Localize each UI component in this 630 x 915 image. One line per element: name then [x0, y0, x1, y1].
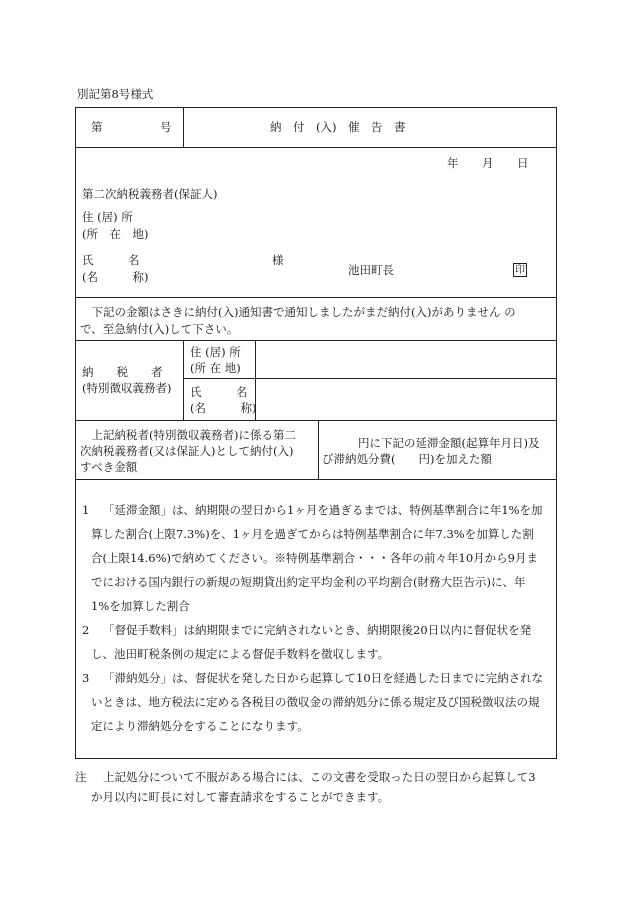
footer-label: 注	[75, 770, 87, 784]
amount-right-line-2: び滞納処分費( 円)を加えた額	[322, 452, 492, 466]
note-3-line-1: 「滞納処分」は、督促状を発した日から起算して10日を経過した日までに完納されな	[103, 671, 544, 685]
address-sublabel: (所 在 地)	[82, 227, 149, 241]
honorific: 様	[272, 253, 284, 267]
taxpayer-name-label: 氏 名	[190, 385, 248, 399]
intro-line-1: 下記の金額はさきに納付(入)通知書で通知しましたがまだ納付(入)がありません の	[80, 305, 516, 319]
divider-header	[75, 147, 557, 148]
note-1-line-5: 1%を加算した割合	[91, 599, 190, 613]
taxpayer-address-sublabel: (所 在 地)	[190, 361, 241, 375]
taxpayer-address-label: 住 (居) 所	[190, 345, 241, 359]
divider-intro	[75, 340, 557, 341]
name-sublabel: (名 称)	[82, 270, 149, 284]
date-day: 日	[517, 156, 529, 170]
divider-amount	[75, 479, 557, 480]
seal-mark: 印	[515, 265, 525, 276]
note-2-number: 2	[82, 623, 90, 637]
note-1-line-3: 合(上限14.6%)で納めてください。※特例基準割合・・・各年の前々年10月から9月ま	[91, 551, 538, 565]
footer-line-1: 上記処分について不服がある場合には、この文書を受取った日の翌日から起算して3	[103, 770, 536, 784]
amount-left-line-2: 次納税義務者(又は保証人)として納付(入)	[80, 444, 294, 458]
amount-left-line-3: すべき金額	[80, 460, 138, 474]
note-2-line-1: 「督促手数料」は納期限までに完納されないとき、納期限後20日以内に督促状を発	[103, 623, 532, 637]
guarantor-label: 第二次納税義務者(保証人)	[82, 187, 218, 201]
note-1-line-4: でにおける国内銀行の新規の短期貸出約定平均金利の平均割合(財務大臣告示)に、年	[91, 575, 526, 589]
address-label: 住 (居) 所	[82, 210, 133, 224]
form-label: 別記第8号様式	[77, 87, 154, 101]
date-month: 月	[482, 156, 494, 170]
number-prefix: 第	[91, 120, 103, 134]
divider-addressee	[75, 297, 557, 298]
date-year: 年	[447, 156, 459, 170]
divider-taxpayer	[75, 420, 557, 421]
amount-right-line-1: 円に下記の延滞金額(起算年月日)及	[358, 436, 540, 450]
taxpayer-label: 納 税 者	[82, 365, 163, 379]
taxpayer-name-sublabel: (名 称)	[190, 401, 257, 415]
note-1-number: 1	[82, 503, 90, 517]
note-1-line-1: 「延滞金額」は、納期限の翌日から1ヶ月を過ぎるまでは、特例基準割合に年1%を加	[103, 503, 543, 517]
name-label: 氏 名	[82, 253, 140, 267]
taxpayer-sublabel: (特別徴収義務者)	[82, 381, 172, 395]
issuer-name: 池田町長	[348, 263, 394, 277]
note-2-line-2: し、池田町税条例の規定による督促手数料を徴収します。	[91, 647, 390, 661]
divider-taxpayer-label	[183, 340, 184, 420]
amount-left-line-1: 上記納税者(特別徴収義務者)に係る第二	[80, 428, 296, 442]
note-1-line-2: 算した割合(上限7.3%)を、1ヶ月を過ぎてからは特例基準割合に年7.3%を加算した割	[91, 527, 534, 541]
divider-number-title	[183, 107, 184, 147]
note-3-number: 3	[82, 671, 90, 685]
document-title: 納 付 (入) 催 告 書	[270, 120, 406, 134]
number-suffix: 号	[160, 120, 172, 134]
intro-line-2: で、至急納付(入)して下さい。	[80, 322, 239, 336]
footer-line-2: か月以内に町長に対して審査請求をすることができます。	[91, 790, 390, 804]
divider-amount	[318, 420, 319, 479]
note-3-line-2: いときは、地方税法に定める各税目の徴収金の滞納処分に係る規定及び国税徴収法の規	[91, 695, 540, 709]
note-3-line-3: 定により滞納処分をすることになります。	[91, 719, 309, 733]
divider-taxpayer-mid	[183, 378, 557, 379]
